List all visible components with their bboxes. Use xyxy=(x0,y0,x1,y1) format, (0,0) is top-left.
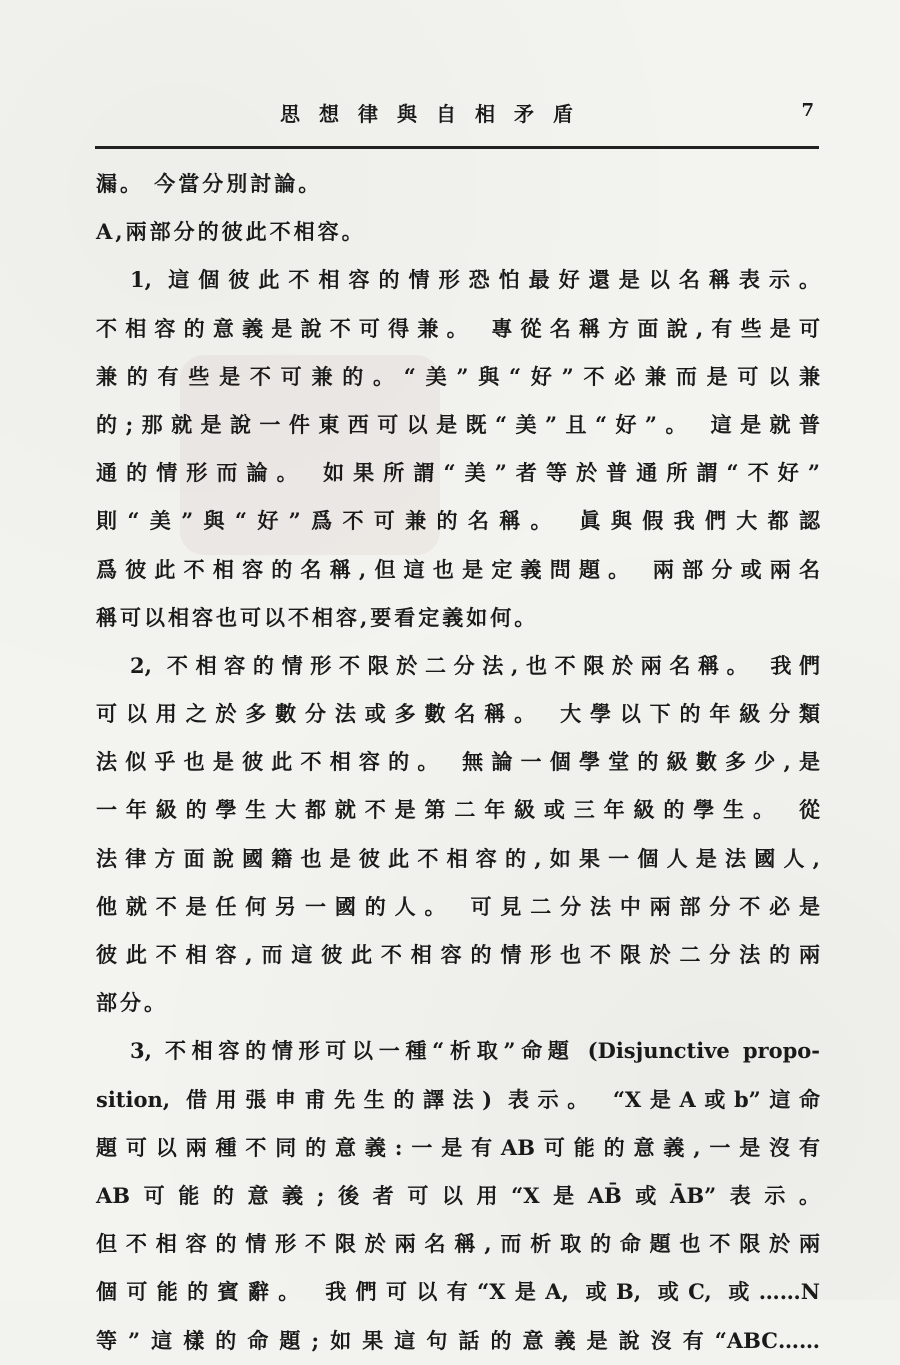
text-line: 個可能的賓辭。 我們可以有“X是A, 或B, 或C, 或……N xyxy=(96,1279,820,1305)
text-line: 法似乎也是彼此不相容的。 無論一個學堂的級數多少,是 xyxy=(96,749,820,775)
text-line: 漏。 今當分別討論。 xyxy=(96,171,323,196)
text-line: AB可能的意義;後者可以用“X是AB̄或ĀB”表示。 xyxy=(96,1182,820,1208)
page-header xyxy=(95,98,820,138)
section-heading: A,兩部分的彼此不相容。 xyxy=(96,219,366,245)
text-line: 則“美”與“好”爲不可兼的名稱。 眞與假我們大都認 xyxy=(96,508,820,534)
text-line: 題可以兩種不同的意義:一是有AB可能的意義,一是沒有 xyxy=(96,1134,820,1160)
text-line: 不相容的意義是說不可得兼。 專從名稱方面說,有些是可 xyxy=(96,315,820,341)
text-line: sition, 借用張申甫先生的譯法) 表示。 “X是A或b”這命 xyxy=(96,1086,820,1112)
text-line: 一年級的學生大都就不是第二年級或三年級的學生。 從 xyxy=(96,797,820,823)
text-line: 彼此不相容,而這彼此不相容的情形也不限於二分法的兩 xyxy=(96,942,820,967)
text-line: 通的情形而論。 如果所謂“美”者等於普通所謂“不好” xyxy=(96,460,820,486)
running-title: 思想律與自相矛盾 xyxy=(280,102,592,126)
text-line: 1, 這個彼此不相容的情形恐怕最好還是以名稱表示。 xyxy=(130,267,820,293)
text-line: 稱可以相容也可以不相容,要看定義如何。 xyxy=(96,604,539,630)
text-line: 的;那就是說一件東西可以是既“美”且“好”。 這是就普 xyxy=(96,411,820,437)
text-line: 他就不是任何另一國的人。 可見二分法中兩部分不必是 xyxy=(96,893,820,919)
text-line: 可以用之於多數分法或多數名稱。 大學以下的年級分類 xyxy=(96,701,820,727)
text-line: 兼的有些是不可兼的。“美”與“好”不必兼而是可以兼 xyxy=(96,363,820,389)
text-line: 2, 不相容的情形不限於二分法,也不限於兩名稱。 我們 xyxy=(130,652,820,678)
text-line: 爲彼此不相容的名稱,但這也是定義問題。 兩部分或兩名 xyxy=(96,556,820,582)
text-line: 法律方面說國籍也是彼此不相容的,如果一個人是法國人, xyxy=(96,845,820,871)
text-line: 3, 不相容的情形可以一種“析取”命題 (Disjunctive propo- xyxy=(130,1038,820,1064)
body-text xyxy=(96,160,820,1365)
page-number: 7 xyxy=(801,100,814,121)
text-line: 部分。 xyxy=(96,990,168,1016)
text-line: 但不相容的情形不限於兩名稱,而析取的命題也不限於兩 xyxy=(96,1231,820,1257)
text-line: 等”這樣的命題;如果這句話的意義是說沒有“ABC…… xyxy=(96,1327,820,1353)
header-rule xyxy=(95,146,819,149)
